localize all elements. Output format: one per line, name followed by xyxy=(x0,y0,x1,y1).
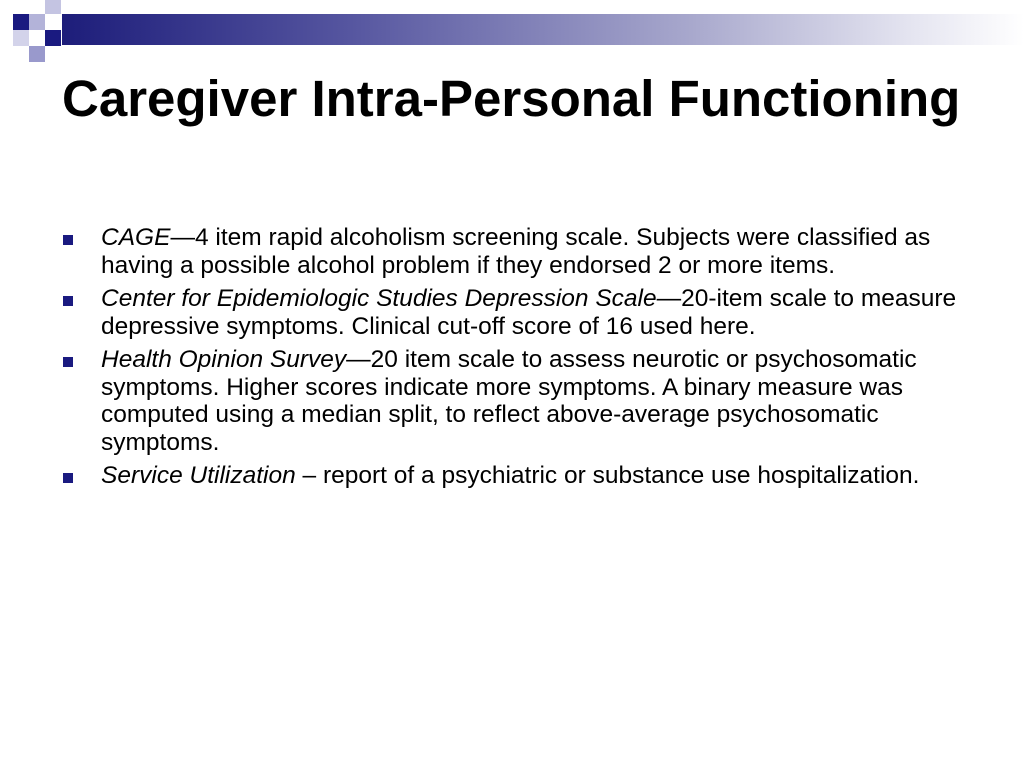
deco-square-light xyxy=(29,14,45,30)
deco-square-light xyxy=(29,46,45,62)
deco-square-dark xyxy=(13,14,29,30)
bullet-term: CAGE xyxy=(101,224,171,251)
deco-square-light xyxy=(13,30,29,46)
slide-title: Caregiver Intra-Personal Functioning xyxy=(62,70,961,127)
bullet-text: —20-item scale to measure depressive symptoms. Clinical cut-off score of 16 used here. xyxy=(101,285,957,340)
list-item xyxy=(62,285,982,340)
square-bullet-icon xyxy=(63,296,73,306)
square-bullet-icon xyxy=(63,235,73,245)
bullet-text: —4 item rapid alcoholism screening scale. Subjects were classified as having a possible alcohol problem if they endorsed 2 or more items. xyxy=(101,224,931,279)
square-bullet-icon xyxy=(63,473,73,483)
list-item xyxy=(62,346,982,456)
bullet-term: Health Opinion Survey xyxy=(101,346,347,373)
square-bullet-icon xyxy=(63,357,73,367)
bullet-text: —20 item scale to assess neurotic or psychosomatic symptoms. Higher scores indicate more symptoms. A binary measure was computed using a median split, to reflect above-average psychosomatic symptoms. xyxy=(101,346,917,456)
header-gradient-bar xyxy=(62,14,1024,45)
deco-square-dark xyxy=(45,30,61,46)
bullet-text: – report of a psychiatric or substance use hospitalization. xyxy=(295,462,920,489)
list-item xyxy=(62,462,982,490)
deco-square-light xyxy=(45,0,61,14)
bullet-list xyxy=(62,224,982,496)
list-item xyxy=(62,224,982,279)
bullet-term: Center for Epidemiologic Studies Depression Scale xyxy=(101,285,657,312)
bullet-term: Service Utilization xyxy=(101,462,296,489)
header-decoration xyxy=(0,0,1024,64)
